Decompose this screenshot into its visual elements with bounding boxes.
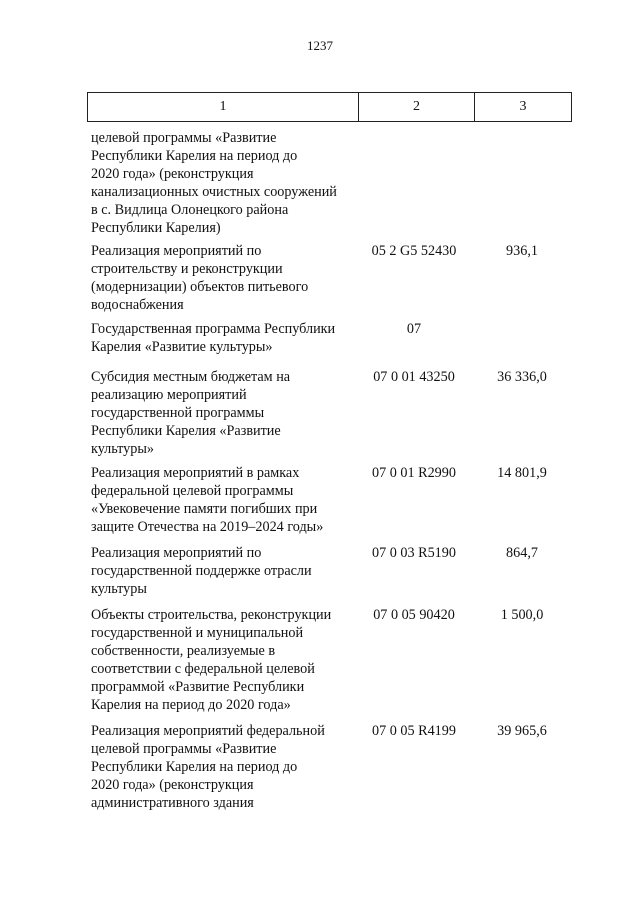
row-code: 07 0 01 43250 <box>373 369 455 385</box>
column-header-2: 2 <box>359 93 475 122</box>
row-amount: 39 965,6 <box>497 723 547 739</box>
column-header-row <box>88 93 572 122</box>
column-header-table <box>87 92 572 122</box>
row-code: 07 0 05 90420 <box>373 607 455 623</box>
row-amount: 36 336,0 <box>497 369 547 385</box>
row-amount: 936,1 <box>506 243 538 259</box>
row-code: 05 2 G5 52430 <box>371 243 457 259</box>
column-header-3: 3 <box>475 93 572 122</box>
row-description: Объекты строительства, реконструкции государственной и муниципальной собственности, реализуемые в соответствии с федеральной целевой программой «Развитие Республики Карелия на период до 2020 года» <box>91 607 332 713</box>
row-description: Реализация мероприятий по строительству и реконструкции (модернизации) объектов питьевого водоснабжения <box>91 243 309 313</box>
row-description: Реализация мероприятий федеральной целевой программы «Развитие Республики Карелия на период до 2020 года» (реконструкция административного здания <box>91 723 325 811</box>
page-number: 1237 <box>307 38 333 53</box>
row-code: 07 0 05 R4199 <box>372 723 456 739</box>
row-code: 07 0 01 R2990 <box>372 465 456 481</box>
row-code: 07 0 03 R5190 <box>372 545 456 561</box>
row-description: Государственная программа Республики Карелия «Развитие культуры» <box>91 321 336 355</box>
row-amount: 14 801,9 <box>497 465 547 481</box>
column-header-1: 1 <box>88 93 359 122</box>
row-description: целевой программы «Развитие Республики Карелия на период до 2020 года» (реконструкция канализационных очистных сооружений в с. Видлица Олонецкого района Республики Карелия) <box>91 130 337 236</box>
row-amount: 1 500,0 <box>500 607 544 623</box>
row-description: Субсидия местным бюджетам на реализацию мероприятий государственной программы Республики Карелия «Развитие культуры» <box>91 369 291 457</box>
row-description: Реализация мероприятий в рамках федеральной целевой программы «Увековечение памяти погибших при защите Отечества на 2019–2024 годы» <box>91 465 324 535</box>
row-description: Реализация мероприятий по государственной поддержке отрасли культуры <box>91 545 312 597</box>
row-code: 07 <box>406 321 422 337</box>
row-amount: 864,7 <box>506 545 538 561</box>
